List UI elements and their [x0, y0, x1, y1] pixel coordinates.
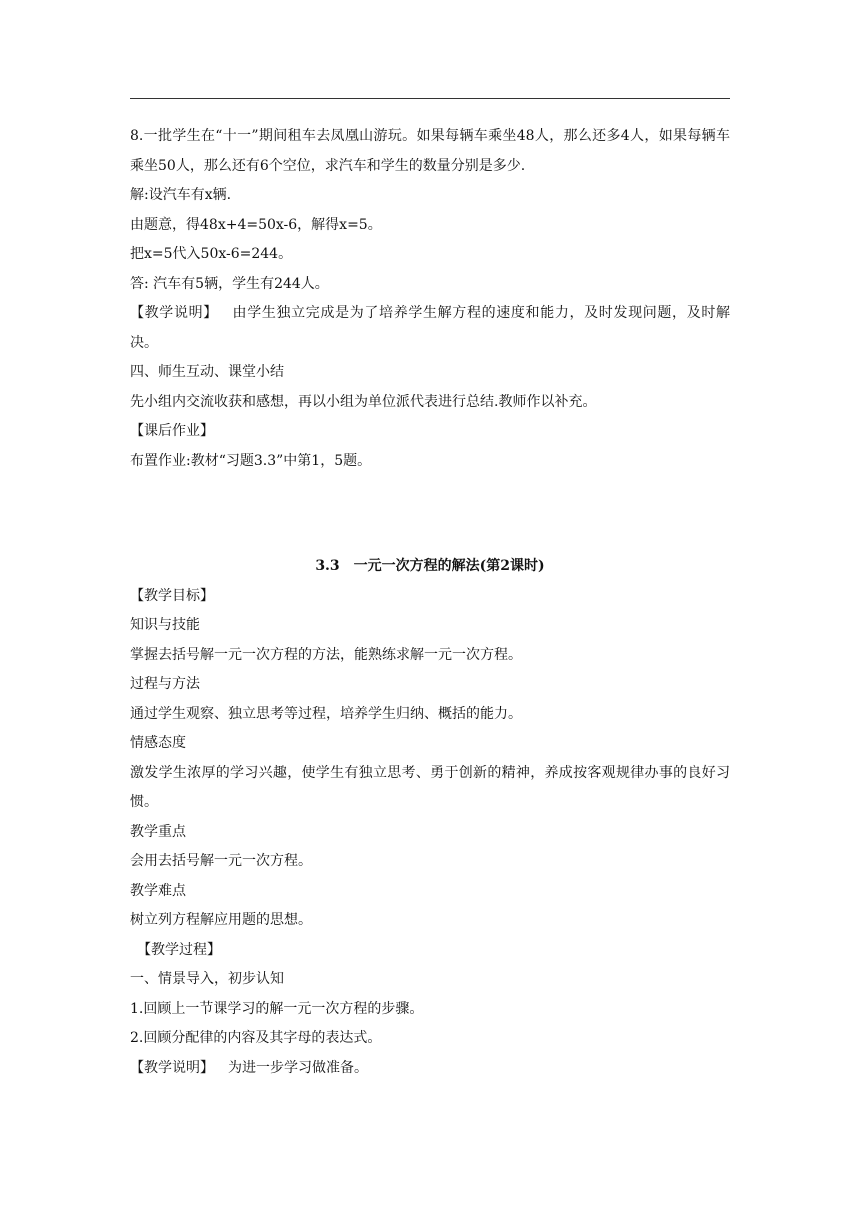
- header-rule: [130, 98, 730, 99]
- goals-label: 【教学目标】: [130, 587, 214, 604]
- problem-8: 8.一批学生在“十一”期间租车去凤凰山游玩。如果每辆车乘坐48人，那么还多4人，如果每辆车乘坐50人，那么还有6个空位，求汽车和学生的数量分别是多少.: [130, 128, 730, 174]
- solution-step-1: 由题意，得48x+4=50x-6，解得x=5。: [130, 216, 382, 233]
- intro-heading: 一、情景导入，初步认知: [130, 971, 284, 987]
- knowledge-text: 掌握去括号解一元一次方程的方法，能熟练求解一元一次方程。: [130, 646, 522, 663]
- process-text: 通过学生观察、独立思考等过程，培养学生归纳、概括的能力。: [130, 705, 522, 722]
- intro-item-2: 2.回顾分配律的内容及其字母的表达式。: [130, 1030, 382, 1046]
- lesson-note-label: 【教学说明】: [130, 1059, 214, 1076]
- lesson-title: 3.3 一元一次方程的解法(第2课时): [315, 558, 545, 574]
- solution-answer: 答: 汽车有5辆，学生有244人。: [130, 275, 329, 292]
- solution-step-2: 把x=5代入50x-6=244。: [130, 246, 293, 262]
- homework-label: 【课后作业】: [130, 423, 214, 439]
- process-label: 【教学过程】: [137, 941, 221, 958]
- homework-text: 布置作业:教材“习题3.3”中第1，5题。: [130, 452, 372, 469]
- lesson-teaching-note: [130, 1054, 730, 1084]
- teaching-note-text: 由学生独立完成是为了培养学生解方程的速度和能力，及时发现问题，及时解决。: [130, 305, 731, 351]
- key-text: 会用去括号解一元一次方程。: [130, 853, 312, 869]
- knowledge-heading: 知识与技能: [130, 617, 200, 633]
- difficulty-text: 树立列方程解应用题的思想。: [130, 912, 312, 928]
- key-heading: 教学重点: [130, 823, 186, 840]
- section-4-heading: 四、师生互动、课堂小结: [130, 364, 284, 380]
- teaching-note: [130, 299, 730, 358]
- section-4-text: 先小组内交流收获和感想，再以小组为单位派代表进行总结.教师作以补充。: [130, 393, 597, 410]
- process-heading: 过程与方法: [130, 676, 200, 692]
- emotion-text: 激发学生浓厚的学习兴趣，使学生有独立思考、勇于创新的精神，养成按客观规律办事的良好习惯。: [130, 764, 730, 810]
- document-body: [130, 122, 730, 1083]
- solution-intro: 解:设汽车有x辆.: [130, 187, 232, 203]
- difficulty-heading: 教学难点: [130, 882, 186, 899]
- section-spacer: [130, 476, 730, 552]
- intro-item-1: 1.回顾上一节课学习的解一元一次方程的步骤。: [130, 1000, 424, 1017]
- lesson-note-text: 为进一步学习做准备。: [228, 1059, 368, 1076]
- emotion-heading: 情感态度: [130, 735, 186, 751]
- teaching-note-label: 【教学说明】: [130, 305, 218, 321]
